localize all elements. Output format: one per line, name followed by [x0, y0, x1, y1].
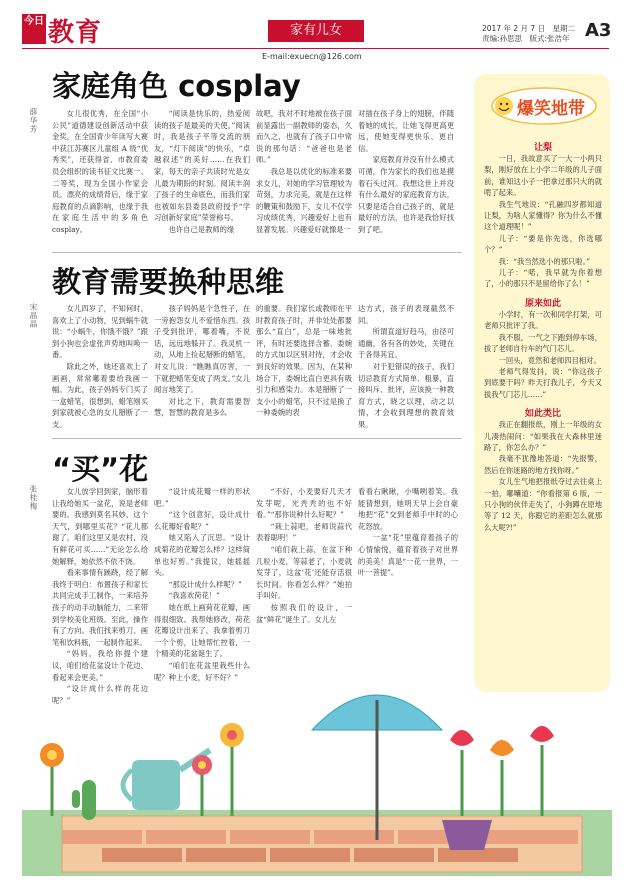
article2-column	[358, 303, 454, 431]
paragraph: 一盆“花”里蕴育着孩子的心情愉悦，蕴育着孩子对世界的美美！真是“一花一世界，一叶一菩提”。	[358, 533, 458, 578]
joke-body	[484, 419, 602, 533]
paragraph: 儿子：“要是你先选，你选哪个？”	[484, 233, 602, 255]
paragraph: 按照我们的设计，一盆“鲜花”诞生了。女儿左	[256, 602, 352, 624]
article3-author: 张桂梅	[29, 485, 38, 511]
joke-title: 原来如此	[524, 298, 561, 309]
sidebar-header-text: 爆笑地带	[517, 99, 585, 119]
paragraph: 看来事情有蹊跷，经了解我终于明白：布置孩子和家长共同完成手工制作，一来培养孩子的动手动脑能力，二来带到学校美化班级。至此，操作有了方向。我们找来剪刀、画笔和饮料瓶，一起制作起来。	[52, 568, 148, 647]
paragraph: “这个创意好，设计成什么花瓣好看呢？”	[154, 510, 250, 531]
paragraph: “咱们栽上蒜，在盆下种几粒小麦，等蒜老了，小麦就发芽了，这盆‘花’还能存活很长时间。你看怎么样？”她拍手叫好。	[256, 544, 352, 601]
paragraph: 我总是以优化的标准来要求女儿，对她的学习管理较为苛刻，力求完美，就是在这样的鞭策和鼓励下，女儿不仅学习成绩优秀，兴趣爱好上也有显著发展。兴趣爱好就像是一	[256, 166, 352, 234]
paragraph: 除此之外，她还喜欢上了画画，常常嘟着要给我画一幅。为此，孩子妈妈专门买了一盒蜡笔，很想到，蜡笔刚买到家就被心急的女儿掰断了一支。	[52, 361, 148, 429]
paragraph: 所谓直道好趋马，由径可通幽，各有各的妙处，关键在于各得其宜。	[358, 327, 454, 360]
paragraph: 一回头，竟然和老师四目相对。	[498, 355, 601, 365]
paragraph: 家庭教育并没有什么模式可循，作为家长的我们也是摸着石头过河。我想这世上并没有什么最好的家庭教育方法，只要是适合自己孩子的，就是最好的方法，也许是我恰好找到了吧。	[358, 155, 454, 234]
garden-illustration	[22, 640, 612, 876]
paragraph: 对于犯错误的孩子，我们切忌教育方式简单、粗暴，直接叫斥、批评，应该换一种教育方式，晓之以理，动之以情，才会收到理想的教育效果。	[358, 361, 454, 429]
joke-body	[484, 309, 602, 400]
paragraph: 我不服，一气之下跑到停车场，拔了老师自行车的气门芯儿。	[484, 332, 602, 354]
paragraph: 看看右瞅瞅，小嘴咧着笑。我能猜想到，她明天早上会自豪地把“花”交到老师手中时的心花怒放。	[358, 487, 458, 531]
article3-column	[358, 486, 458, 579]
paragraph: 女儿生气地把报纸夺过去往桌上一拍，嘟囔道：“你看报第 6 版，一只小狗的伙伴走失了，小狗蹲在原地等了 12 天，你跟它的差距怎么就那么大呢?!”	[484, 477, 602, 532]
paragraph: “妈妈，我给你提个建议，咱们给花盆设计个花边，看起来会更美。”	[52, 649, 148, 682]
paragraph: 达方式，孩子的表现截然不同。	[358, 304, 454, 325]
paragraph: 一日，我故意买了一大一小两只梨，刚好放在上小学二年级的儿子面前，谁知这小子一把拿过那只大的就啃了起来。	[484, 154, 602, 198]
article1-column	[52, 108, 148, 236]
paragraph: 老师气得发抖，说：“你这孩子到底要干吗？昨天打我儿子，今天又拔我气门芯儿……”	[484, 366, 602, 399]
paragraph: “我喜欢荷花！”	[168, 591, 220, 601]
paragraph: “咱们在花盆里栽些什么呢？种上小麦，好不好？”	[154, 660, 250, 682]
article2-column	[52, 303, 148, 431]
paragraph: “阅读是快乐的，热爱阅读的孩子是最美的天使。”阅读时，我是孩子平等交流的朋友，“灯下阅读”的快乐，“卓越叙述”的美好……在我们家，每天的亲子共读时光是女儿最为期盼的时刻。阅读丰润了孩子的生命底色，而我们家也被如东县委县政府授予“学习创新好家庭”荣誉称号。	[154, 109, 250, 223]
issue-date: 2017 年 2 月 7 日 星期二	[482, 24, 576, 33]
article3-title: “买”花	[52, 452, 149, 486]
paragraph: 儿子：“喏，我早就为你着想了，小的那只不是留给你了么！”	[484, 268, 602, 289]
paragraph: 女儿四岁了，不知何时，喜欢上了小动物，见到蜗牛就说：“小蜗牛，你饿不饿？”跟到小狗也会虚张声势地叫唤一番。	[52, 304, 148, 360]
paragraph: 我毫不犹豫地答道：“先报警，然后在你迷路的地方找你呀。”	[484, 454, 602, 475]
article1-author: 薛华芳	[29, 108, 38, 134]
article1-column	[256, 108, 352, 236]
paragraph: “设计成什么样的花边呢？”	[52, 684, 148, 705]
joke-body	[484, 153, 602, 290]
paragraph: 我：“我当然选小的那只啦。”	[498, 256, 590, 266]
paragraph: 女儿放学回到家，脑形着让我给她买一盆花，说是老师要的。我感到莫名其妙，这个天气，到哪里买花？“花儿都谢了，咱们这里又是农村，没有鲜花可买……”无论怎么给她解释，她依然不依不饶。	[52, 487, 148, 566]
paragraph: 女儿很优秀，在全国“小公民”道德建设创新活动中获金奖，在全国青少年读写大赛中获江苏赛区儿童组 A 级“优秀奖”，还获得省、市教育委员会组织的读书征文比赛一、二等奖，现为全国小作家会员。漂亮的成绩背后，缘于家庭教育的点滴影响，也缘于我在家庭生活中的多角色 cosplay。	[52, 109, 148, 234]
paragraph: 故吧，我对不时地被在孩子面前显露出一副教师的姿态，久而久之，也就有了孩子口中常说的那句话：“爸爸也是老师。”	[256, 109, 352, 165]
flower-icon	[192, 755, 212, 816]
flower-icon	[530, 726, 554, 816]
paragraph: “设计成花瓣一样的形状吧。”	[154, 487, 250, 508]
section-tag: 家有儿女	[268, 20, 364, 42]
joke-list	[484, 140, 602, 533]
issue-editors: 责编:孙思思 版式:张浩年	[482, 34, 570, 43]
flower-icon	[450, 730, 474, 816]
article-divider	[52, 438, 462, 439]
header-rule	[22, 48, 609, 49]
paragraph: 孩子妈妈是个急性子，在一旁抱怨女儿不爱惜东西。孩子受到批评，哪着嘴，不说话，远远地躲开了。我灵机一动，从地上捡起掰断的蜡笔，对女儿说：“瞧瞧真厉害，一下就把蜡笔变成了两支。”女儿闻言地笑了。	[154, 304, 250, 395]
flower-icon	[490, 740, 514, 816]
joke-title: 让梨	[533, 143, 552, 153]
contact-email: E-mail:exuecn@126.com	[262, 52, 362, 61]
page-number: A3	[585, 20, 612, 41]
paragraph: “那设计成什么样呢？”	[168, 579, 242, 589]
issue-info	[482, 24, 575, 44]
article2-column	[256, 303, 352, 419]
article2-title: 教育需要换种思维	[52, 265, 285, 299]
article-divider	[52, 252, 462, 253]
article3-column	[256, 486, 352, 625]
article2-author: 宋晶晶	[29, 303, 38, 329]
paragraph: 她又陷入了沉思。“设计成菊花的花瓣怎么样？这样简单也好剪。”我提议，她摇摇头。	[154, 533, 250, 578]
article1-column	[154, 108, 250, 236]
flower-icon	[220, 723, 244, 816]
article1-title: 家庭角色 cosplay	[52, 69, 301, 103]
newspaper-logo	[22, 14, 118, 48]
paragraph: 我正在翻报纸，刚上一年级的女儿凑热闹问：“如果我在大森林里迷路了，你怎么办？”	[484, 420, 602, 452]
paragraph: 的重要。我们家长或教师在平时教育孩子时，并非处处都要那么“直白”，总是一味地批评，有时还要选择含蓄、委婉的方式加以区别对待，才会收到良好的效果。因为，在某种场合下，委婉比直白更具有吸引力和感染力。本是掰断了一支小小的蜡笔，只不过是换了一种委婉的表	[256, 304, 352, 418]
paragraph: “栽上蒜吧，老师说蒜代表着聪明！”	[256, 521, 352, 543]
article2-column	[154, 303, 250, 419]
article1-column	[358, 108, 454, 236]
paragraph: 对插在孩子身上的翅膀，伴随着她的成长，让她飞得更高更远，使她变得更快乐、更自信。	[358, 109, 454, 153]
logo-badge: 今日	[22, 14, 46, 44]
joke-title: 如此类比	[524, 409, 561, 420]
flower-pot-icon	[442, 820, 492, 850]
paragraph: 也许自己是教师的缘	[168, 224, 235, 234]
paragraph: 她在纸上画荷花花瓣，画得很细致。我帮她修改，荷花花瓣设计出来了。我拿着剪刀一个个剪，让她帮忙控着，一个精美的花盆诞生了。	[154, 602, 250, 659]
logo-text: 教育	[48, 18, 103, 48]
paragraph: 小学时，有一次和同学打架，可老师只批评了我。	[484, 309, 602, 331]
paragraph: “不好，小麦要好几天才发芽呢，光秃秃的也不好看。”“那你说种什么好呢？”	[256, 487, 352, 520]
paragraph: 对比之下，教育需要智慧，智慧的教育是多么	[154, 396, 250, 418]
paragraph: 我生气地说：“孔融四岁都知道让梨，为啥人家懂得？你为什么不懂这个道理呢！”	[484, 199, 602, 232]
flower-icon	[40, 743, 64, 816]
